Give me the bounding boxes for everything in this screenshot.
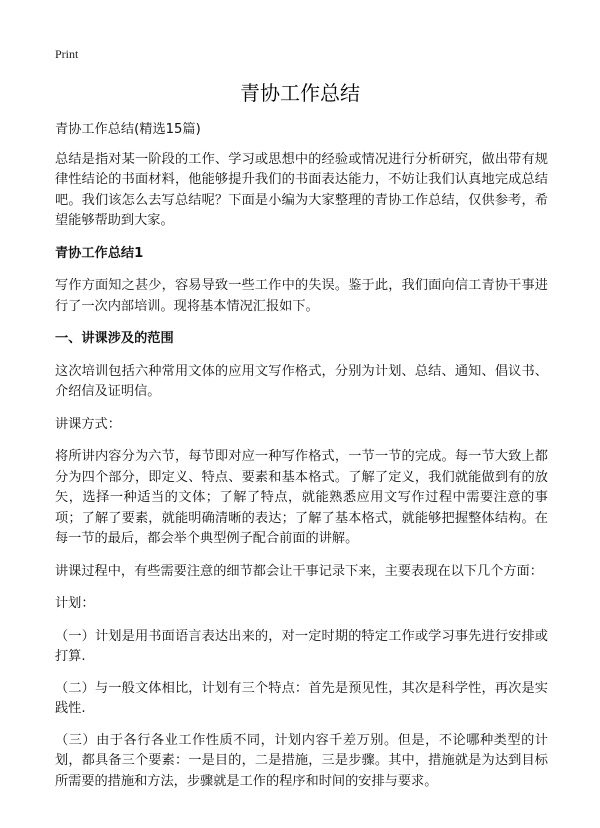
- plan-item-3: （三）由于各行各业工作性质不同，计划内容千差万别。但是，不论哪种类型的计划，都具备三个要素：一是目的，二是措施，三是步骤。其中，措施就是为达到目标所需要的措施和方法，步骤就是工作的程序和时间的安排与要求。: [55, 732, 548, 789]
- intro-paragraph: 总结是指对某一阶段的工作、学习或思想中的经验或情况进行分析研究，做出带有规律性结论的书面材料，他能够提升我们的书面表达能力，不妨让我们认真地完成总结吧。我们该怎么去写总结呢？下面是小编为大家整理的青协工作总结，仅供参考，希望能够帮助到大家。: [55, 151, 548, 228]
- plan-item-1: （一）计划是用书面语言表达出来的，对一定时期的特定工作或学习事先进行安排或打算.: [55, 628, 548, 664]
- subsection-heading: 一、讲课涉及的范围: [55, 331, 174, 346]
- plan-item-2: （二）与一般文体相比，计划有三个特点：首先是预见性，其次是科学性，再次是实践性.: [55, 680, 548, 716]
- scope-paragraph: 这次培训包括六种常用文体的应用文写作格式，分别为计划、总结、通知、倡议书、介绍信及证明信。: [55, 363, 548, 399]
- plan-label: 计划：: [55, 596, 95, 611]
- method-paragraph: 将所讲内容分为六节，每节即对应一种写作格式，一节一节的完成。每一节大致上都分为四个部分，即定义、特点、要素和基本格式。了解了定义，我们就能做到有的放矢，选择一种适当的文体；了解了特点，就能熟悉应用文写作过程中需要注意的事项；了解了要素，就能明确清晰的表达；了解了基本格式，就能够把握整体结构。在每一节的最后，都会举个典型例子配合前面的讲解。: [55, 449, 548, 546]
- document-body: [55, 120, 548, 803]
- section-heading: 青协工作总结1: [55, 245, 144, 261]
- method-label: 讲课方式：: [55, 416, 121, 432]
- section-paragraph: 写作方面知之甚少，容易导致一些工作中的失误。鉴于此，我们面向信工青协干事进行了一次内部培训。现将基本情况汇报如下。: [55, 278, 548, 314]
- document-subtitle: 青协工作总结(精选15篇): [55, 122, 201, 137]
- print-label: Print: [55, 47, 79, 61]
- process-paragraph: 讲课过程中，有些需要注意的细节都会让干事记录下来，主要表现在以下几个方面：: [55, 563, 543, 579]
- page-title: 青协工作总结: [240, 81, 360, 105]
